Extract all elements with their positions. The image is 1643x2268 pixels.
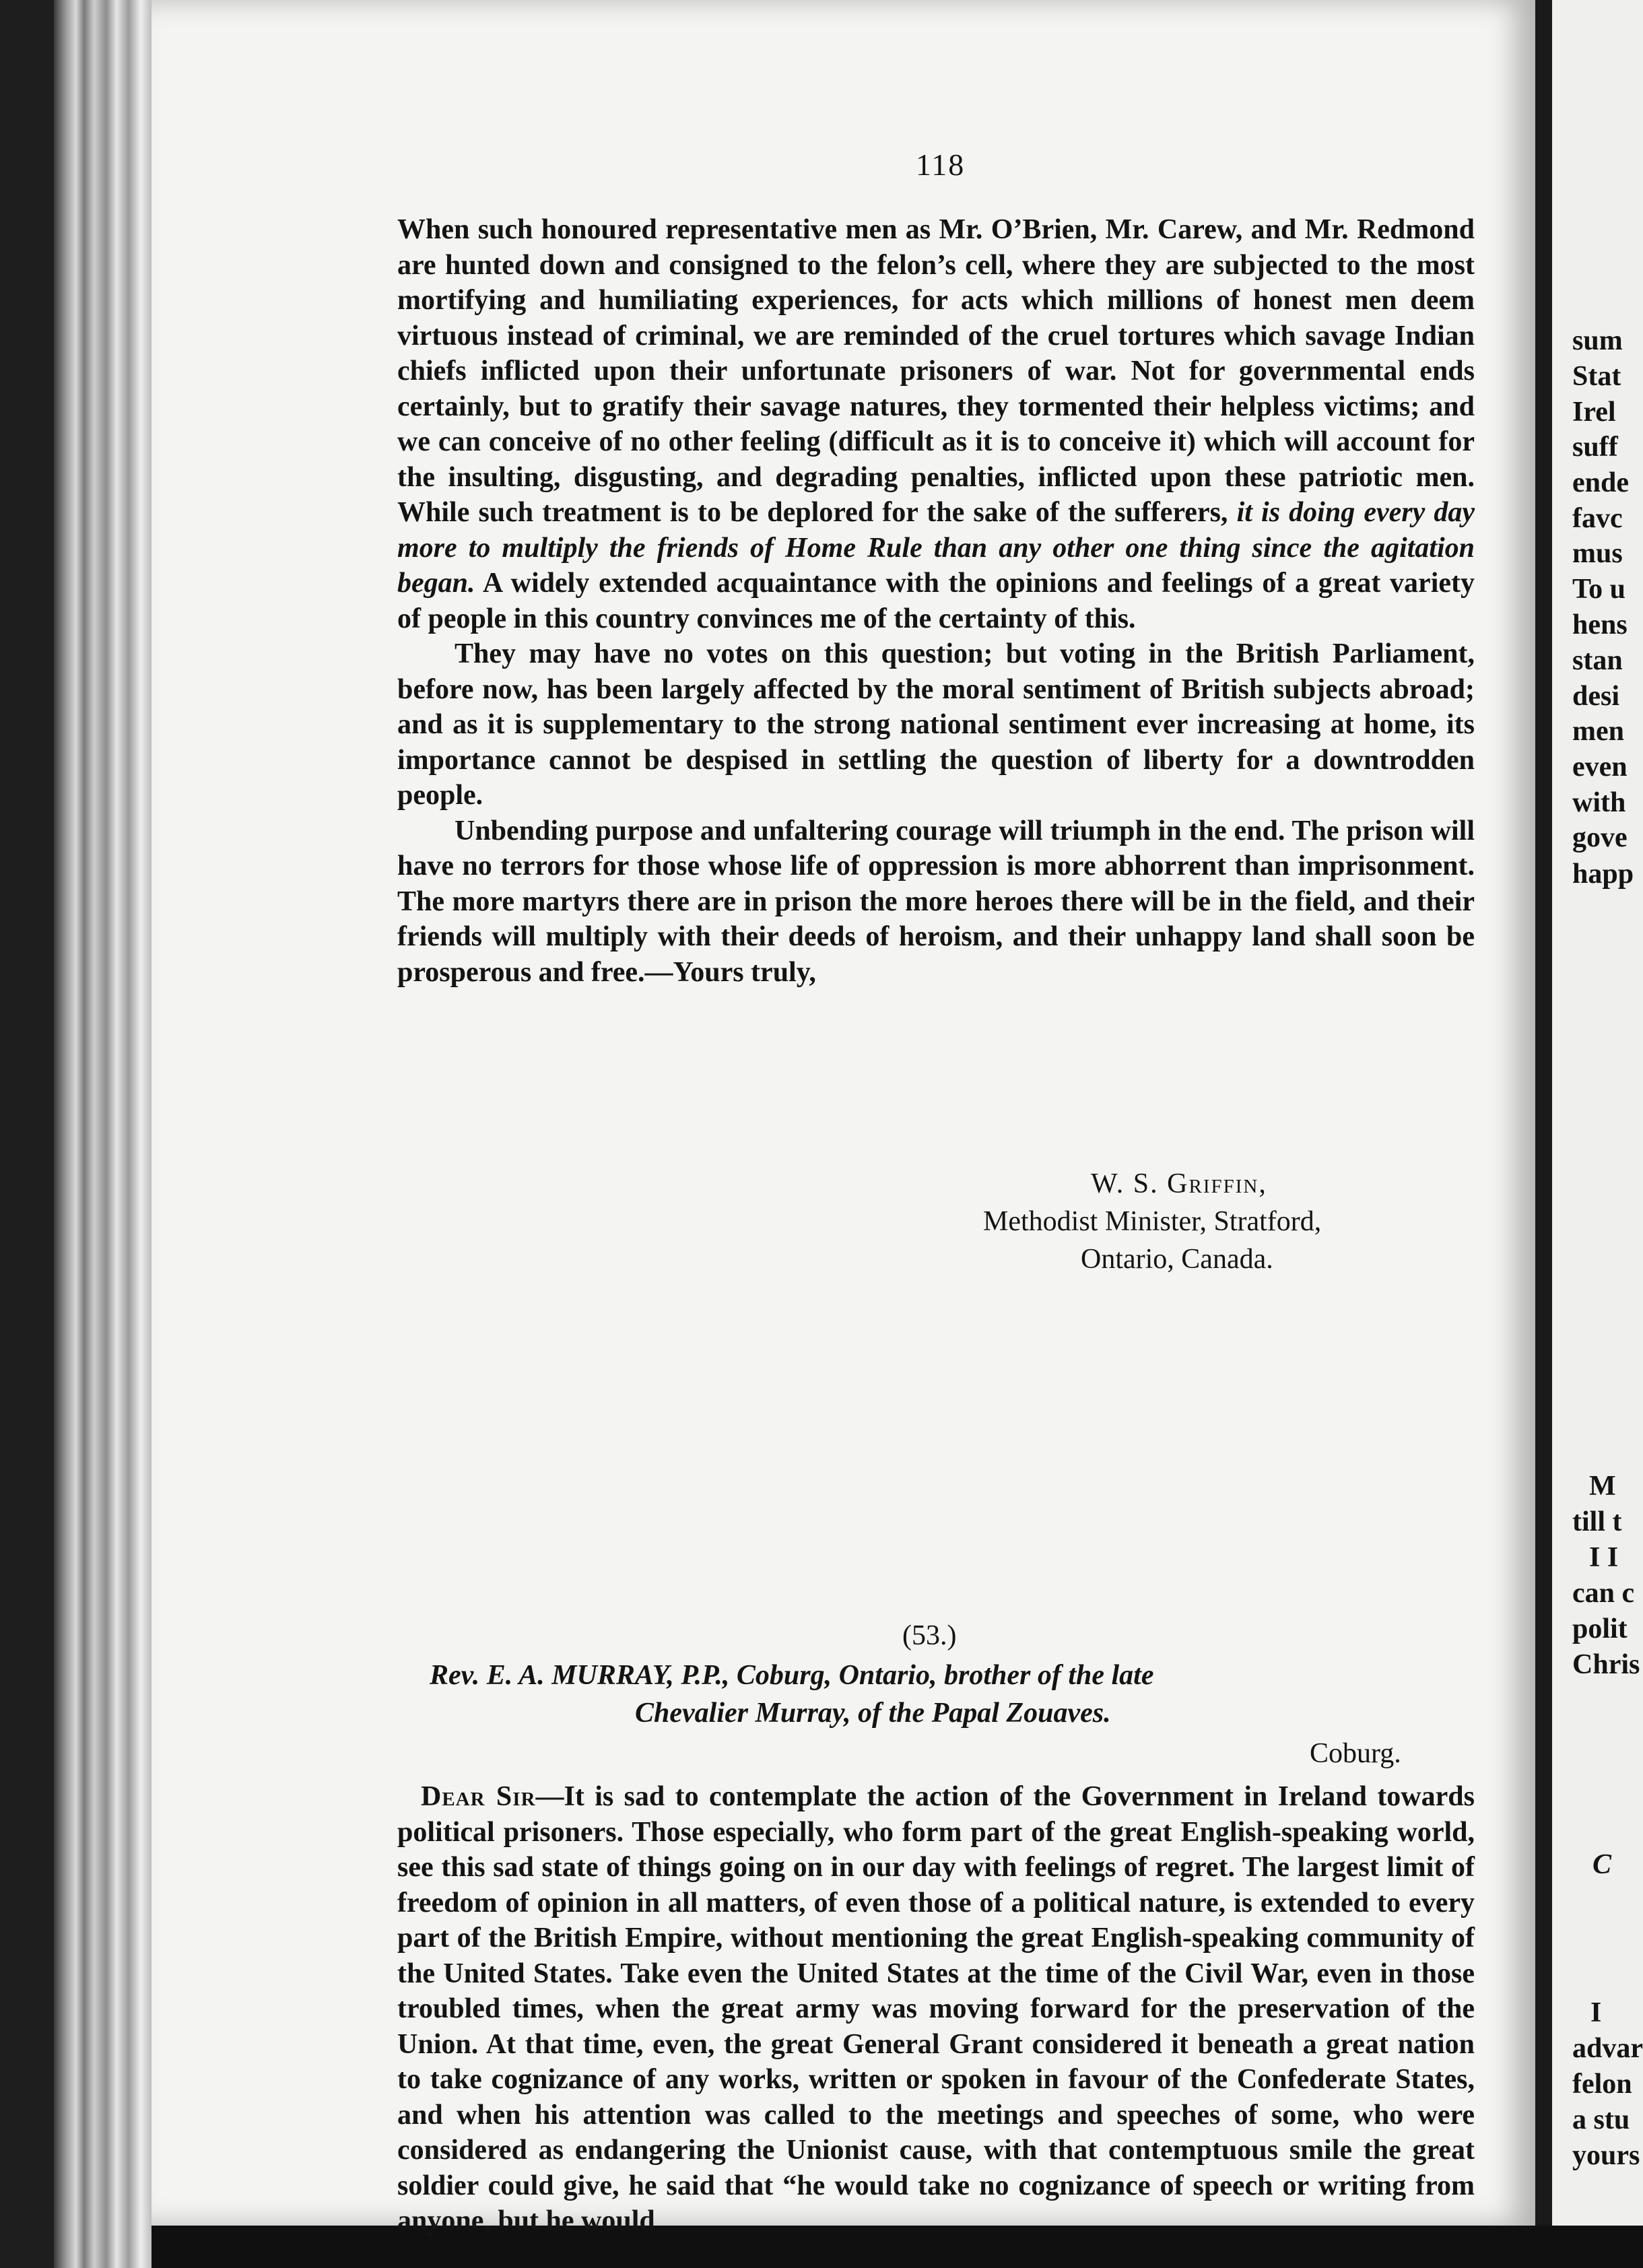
emphasis-home-rule: it is doing every day more to multiply the friends of Home Rule than any other one thing since the agitation began. [397, 497, 1475, 599]
facing-page-fragment: polit [1572, 1613, 1628, 1644]
facing-page-fragment: I [1590, 1997, 1602, 2028]
page-number: 118 [916, 147, 966, 182]
facing-page-fragment: gove [1572, 822, 1628, 853]
signature-block [889, 1165, 1475, 1278]
letter-heading [430, 1657, 1480, 1732]
paragraph-1 [397, 212, 1475, 636]
facing-page-fragment: stan [1572, 645, 1623, 676]
letter-53-paragraph [397, 1779, 1475, 2239]
paragraph-2: They may have no votes on this question; but voting in the British Parliament, before now, has been largely affected by the moral sentiment of British subjects abroad; and as it is supplementary to the strong national sentiment ever increasing at home, its importance cannot be despised in settling the question of liberty for a downtrodden people. [397, 638, 1475, 811]
signature-place: Ontario, Canada. [1081, 1244, 1273, 1275]
heading-line-1: Rev. E. A. MURRAY, P.P., Coburg, Ontario, brother of the late [430, 1660, 1154, 1691]
signature-name: W. S. Griffin, [1091, 1168, 1267, 1199]
facing-page-fragment: Irel [1572, 397, 1616, 428]
paragraph-1-end: A widely extended acquaintance with the opinions and feelings of a great variety of people in this country convinces me of the certainty of this. [397, 568, 1475, 634]
facing-page-fragment: can c [1572, 1578, 1635, 1609]
heading-line-2: Chevalier Murray, of the Papal Zouaves. [635, 1698, 1111, 1729]
facing-page-fragment: hens [1572, 609, 1628, 640]
facing-page-fragment: Stat [1572, 361, 1621, 392]
paragraph-3: Unbending purpose and unfaltering courage will triumph in the end. The prison will have no terrors for those whose life of oppression is more abhorrent than imprisonment. The more martyrs there are in prison the more heroes there will be in the field, and their friends will multiply with their deeds of heroism, and their unhappy land shall soon be prosperous and free.—Yours truly, [397, 815, 1475, 988]
facing-page-fragment: suff [1572, 432, 1618, 463]
facing-page-fragment: desi [1572, 681, 1620, 712]
facing-page-fragment: happ [1572, 859, 1634, 890]
salutation: Dear Sir [421, 1781, 536, 1812]
letter-53-body [397, 1779, 1475, 2239]
facing-page-fragment: mus [1572, 538, 1623, 569]
facing-page-fragment: M [1589, 1471, 1616, 1502]
facing-page-fragment: with [1572, 787, 1626, 818]
facing-page-fragment: advar [1572, 2033, 1643, 2064]
facing-page-fragment: till t [1572, 1506, 1622, 1537]
facing-page-fragment: a stu [1572, 2104, 1630, 2135]
book-edge [54, 0, 155, 2268]
facing-page-fragment: Chris [1572, 1649, 1640, 1680]
facing-page-fragment: I I [1589, 1542, 1619, 1573]
facing-page-fragment: even [1572, 752, 1628, 782]
facing-page-fragment: sum [1572, 325, 1623, 356]
signature-title: Methodist Minister, Stratford, [983, 1206, 1322, 1237]
paragraph-1-text: When such honoured representative men as Mr. O’Brien, Mr. Carew, and Mr. Redmond are hunted down and consigned to the felon’s cell, where they are subjected to the most mortifying and humiliating experiences, for acts which millions of honest men deem virtuous instead of criminal, we are reminded of the cruel tortures which savage Indian chiefs inflicted upon their unfortunate prisoners of war. Not for governmental ends certainly, but to gratify their savage natures, they tormented their helpless victims; and we can conceive of no other feeling (difficult as it is to conceive it) which will account for the insulting, disgusting, and degrading penalties, inflicted upon these patriotic men. While such treatment is to be deplored for the sake of the sufferers, [397, 214, 1475, 528]
facing-page-fragment: yours [1572, 2140, 1640, 2171]
facing-page-fragment: C [1592, 1849, 1612, 1880]
page-gutter [1535, 0, 1552, 2226]
letter-number: (53.) [902, 1620, 957, 1651]
facing-page-fragment: felon [1572, 2069, 1632, 2100]
letter-place: Coburg. [1310, 1738, 1401, 1769]
facing-page-fragment: favc [1572, 503, 1623, 534]
letter-53-text: —It is sad to contemplate the action of the Government in Ireland towards political prisoners. Those especially, who form part of the great English-speaking world, see this sad state of things going on in our day with feelings of regret. The largest limit of freedom of opinion in all matters, of even those of a political nature, is extended to every part of the British Empire, without mentioning the great English-speaking community of the United States. Take even the United States at the time of the Civil War, even in those troubled times, when the great army was moving forward for the preservation of the Union. At that time, even, the great General Grant considered it beneath a great nation to take cognizance of any works, written or spoken in favour of the Confederate States, and when his attention was called to the meetings and speeches of some, who were considered as endangering the Unionist cause, with that contemptuous smile the great soldier could give, he said that “he would take no cognizance of speech or writing from anyone, but he would [397, 1781, 1475, 2236]
facing-page-fragment: men [1572, 716, 1624, 747]
facing-page-fragment: ende [1572, 467, 1629, 498]
facing-page-fragment: To u [1572, 574, 1626, 605]
letter-52-body [397, 212, 1475, 990]
